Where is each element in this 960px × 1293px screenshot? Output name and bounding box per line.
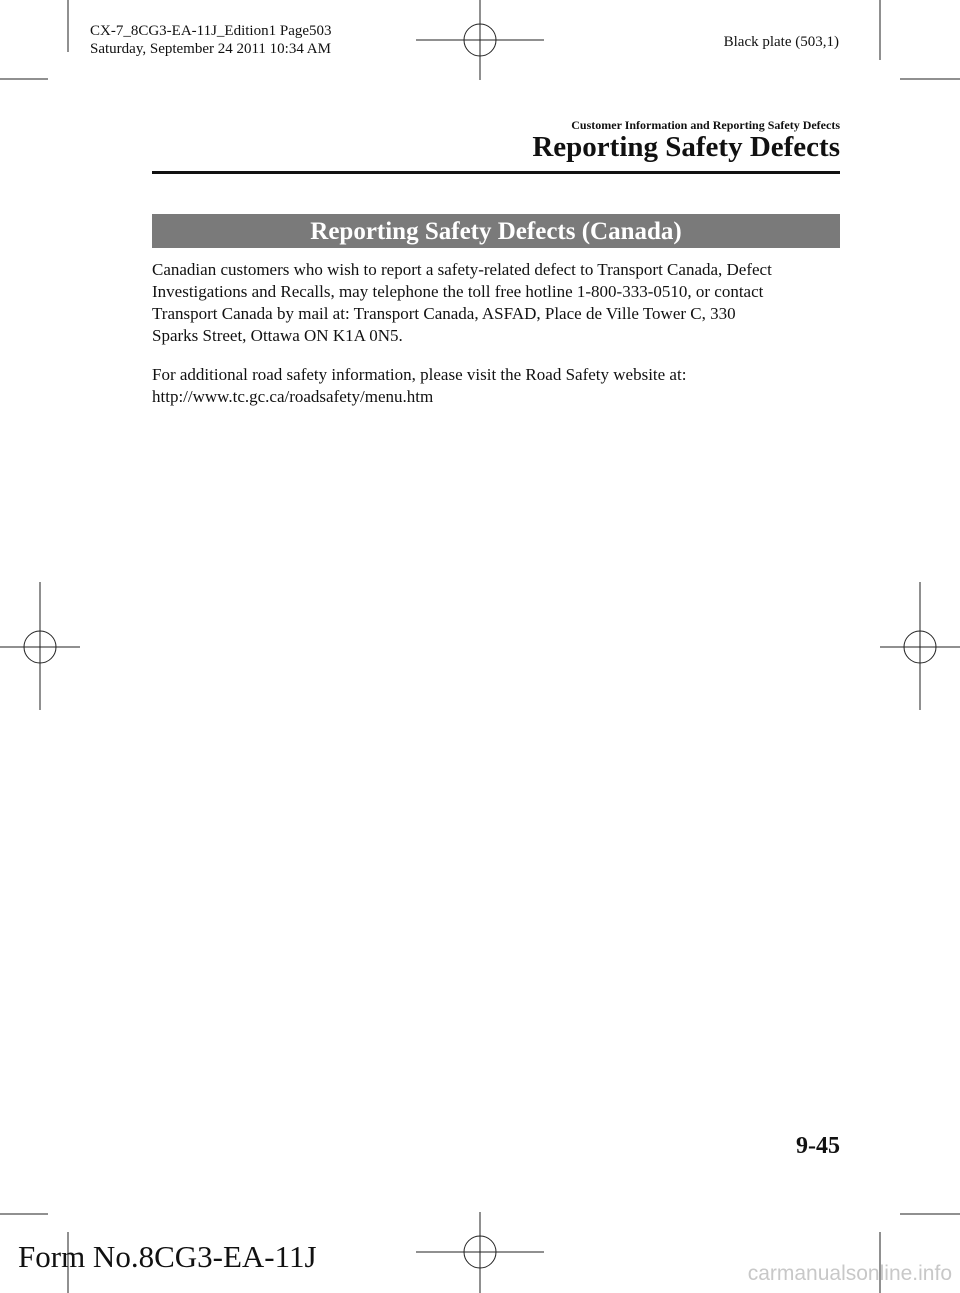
slug-filename: CX-7_8CG3-EA-11J_Edition1 Page503 xyxy=(90,23,332,39)
paragraph-canada-reporting xyxy=(152,259,852,347)
print-slug xyxy=(90,22,332,58)
paragraph-line: Investigations and Recalls, may telephone the toll free hotline 1-800-333-0510, or contact xyxy=(152,282,764,301)
road-safety-url: http://www.tc.gc.ca/roadsafety/menu.htm xyxy=(152,387,434,406)
chapter-title: Customer Information and Reporting Safety Defects xyxy=(571,118,840,132)
paragraph-line: For additional road safety information, please visit the Road Safety website at: xyxy=(152,365,687,384)
paragraph-line: Sparks Street, Ottawa ON K1A 0N5. xyxy=(152,326,403,345)
paragraph-line: Canadian customers who wish to report a safety-related defect to Transport Canada, Defect xyxy=(152,260,772,279)
plate-label: Black plate (503,1) xyxy=(723,34,839,50)
section-title: Reporting Safety Defects xyxy=(532,131,840,163)
paragraph-line: Transport Canada by mail at: Transport Canada, ASFAD, Place de Ville Tower C, 330 xyxy=(152,304,736,323)
watermark: carmanualsonline.info xyxy=(747,1262,952,1285)
form-number: Form No.8CG3-EA-11J xyxy=(18,1239,317,1274)
page-number: 9-45 xyxy=(796,1133,840,1159)
slug-timestamp: Saturday, September 24 2011 10:34 AM xyxy=(90,41,331,57)
topic-banner: Reporting Safety Defects (Canada) xyxy=(152,214,840,248)
header-rule xyxy=(152,171,840,174)
paragraph-road-safety xyxy=(152,364,852,408)
